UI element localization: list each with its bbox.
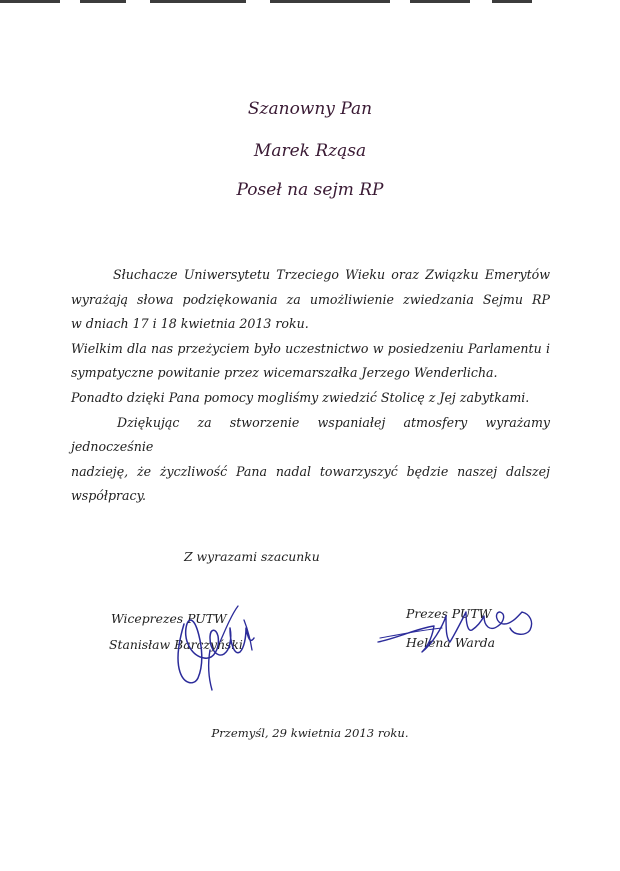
handwritten-signature-right bbox=[372, 598, 542, 658]
signatory-left-role: Wiceprezes PUTW bbox=[111, 611, 227, 626]
body-line: sympatyczne powitanie przez wicemarszałka Jerzego Wenderlicha. bbox=[71, 365, 498, 381]
body-line: Dziękując za stworzenie wspaniałej atmosfery wyrażamy jednocześnie bbox=[71, 414, 550, 455]
signatory-left-name: Stanisław Barczyński bbox=[109, 637, 243, 652]
handwritten-signature-left bbox=[158, 598, 270, 694]
body-line: współpracy. bbox=[71, 488, 147, 504]
signatory-right-role: Prezes PUTW bbox=[406, 606, 492, 621]
letter-body bbox=[71, 263, 550, 509]
body-line: Wielkim dla nas przeżyciem było uczestnictwo w posiedzeniu Parlamentu i bbox=[71, 340, 550, 356]
closing-phrase: Z wyrazami szacunku bbox=[184, 549, 320, 564]
recipient-title: Poseł na sejm RP bbox=[236, 180, 384, 200]
body-line: nadzieję, że życzliwość Pana nadal towarzyszyć będzie naszej dalszej bbox=[71, 463, 550, 479]
body-line: wyrażają słowa podziękowania za umożliwienie zwiedzania Sejmu RP bbox=[71, 291, 550, 307]
signatory-right-name: Helena Warda bbox=[406, 635, 496, 650]
place-and-date: Przemyśl, 29 kwietnia 2013 roku. bbox=[211, 726, 409, 740]
scan-edge-artifact bbox=[0, 0, 620, 4]
recipient-name: Marek Rząsa bbox=[253, 141, 367, 161]
body-line: Ponadto dzięki Pana pomocy mogliśmy zwiedzić Stolicę z Jej zabytkami. bbox=[71, 389, 530, 405]
body-line: Słuchacze Uniwersytetu Trzeciego Wieku oraz Związku Emerytów bbox=[113, 267, 550, 282]
recipient-salutation: Szanowny Pan bbox=[247, 99, 373, 119]
body-line: w dniach 17 i 18 kwietnia 2013 roku. bbox=[71, 316, 309, 332]
